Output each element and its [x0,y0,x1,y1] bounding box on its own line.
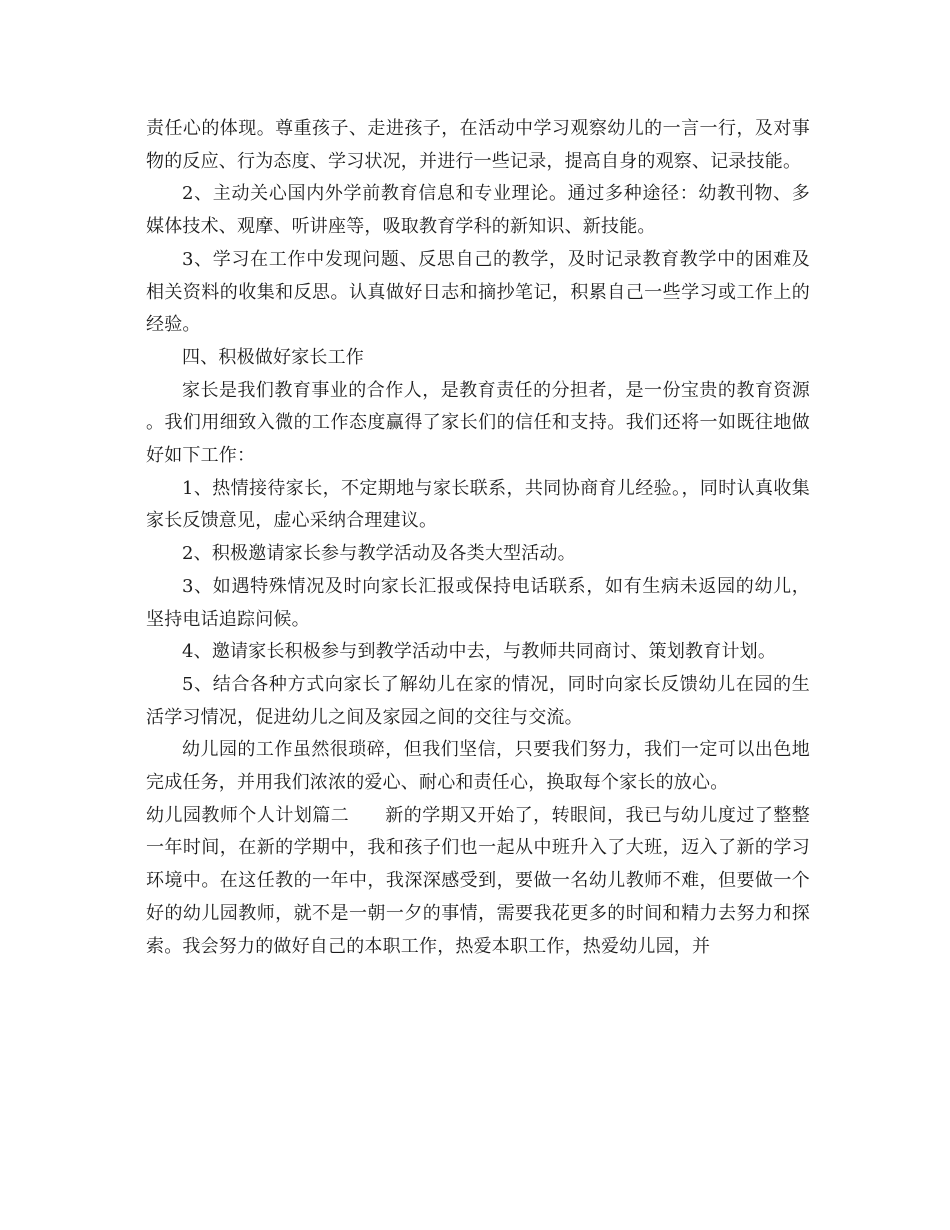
section-two-paragraph [146,800,810,964]
section-two-text: 新的学期又开始了，转眼间，我已与幼儿度过了整整一年时间，在新的学期中，我和孩子们也一起从中班升入了大班，迈入了新的学习环境中。在这任教的一年中，我深深感受到，要做一名幼儿教师不难，但要做一个好的幼儿园教师，就不是一朝一夕的事情，需要我花更多的时间和精力去努力和探索。我会努力的做好自己的本职工作，热爱本职工作，热爱幼儿园，并 [146,804,810,957]
document-body [146,113,810,963]
paragraph-6: 1、热情接待家长，不定期地与家长联系，共同协商育儿经验。，同时认真收集家长反馈意见，虚心采纳合理建议。 [146,477,810,532]
paragraph-11: 幼儿园的工作虽然很琐碎，但我们坚信，只要我们努力，我们一定可以出色地完成任务，并用我们浓浓的爱心、耐心和责任心，换取每个家长的放心。 [146,739,810,794]
paragraph-8: 3、如遇特殊情况及时向家长汇报或保持电话联系，如有生病未返园的幼儿，坚持电话追踪问候。 [146,575,810,630]
paragraph-5: 家长是我们教育事业的合作人，是教育责任的分担者，是一份宝贵的教育资源。我们用细致入微的工作态度赢得了家长们的信任和支持。我们还将一如既往地做好如下工作： [146,379,810,467]
paragraph-7: 2、积极邀请家长参与教学活动及各类大型活动。 [182,543,576,565]
paragraph-9: 4、邀请家长积极参与到教学活动中去，与教师共同商讨、策划教育计划。 [182,641,777,663]
paragraph-10: 5、结合各种方式向家长了解幼儿在家的情况，同时向家长反馈幼儿在园的生活学习情况，促进幼儿之间及家园之间的交往与交流。 [146,673,810,728]
paragraph-3: 3、学习在工作中发现问题、反思自己的教学，及时记录教育教学中的困难及相关资料的收集和反思。认真做好日志和摘抄笔记，积累自己一些学习或工作上的经验。 [146,248,810,336]
section-two-heading: 幼儿园教师个人计划篇二 [146,804,350,826]
paragraph-2: 2、主动关心国内外学前教育信息和专业理论。通过多种途径：幼教刊物、多媒体技术、观摩、听讲座等，吸取教育学科的新知识、新技能。 [146,183,810,238]
section-heading-parents: 四、积极做好家长工作 [182,346,364,368]
paragraph-1: 责任心的体现。尊重孩子、走进孩子，在活动中学习观察幼儿的一言一行，及对事物的反应、行为态度、学习状况，并进行一些记录，提高自身的观察、记录技能。 [146,118,810,172]
